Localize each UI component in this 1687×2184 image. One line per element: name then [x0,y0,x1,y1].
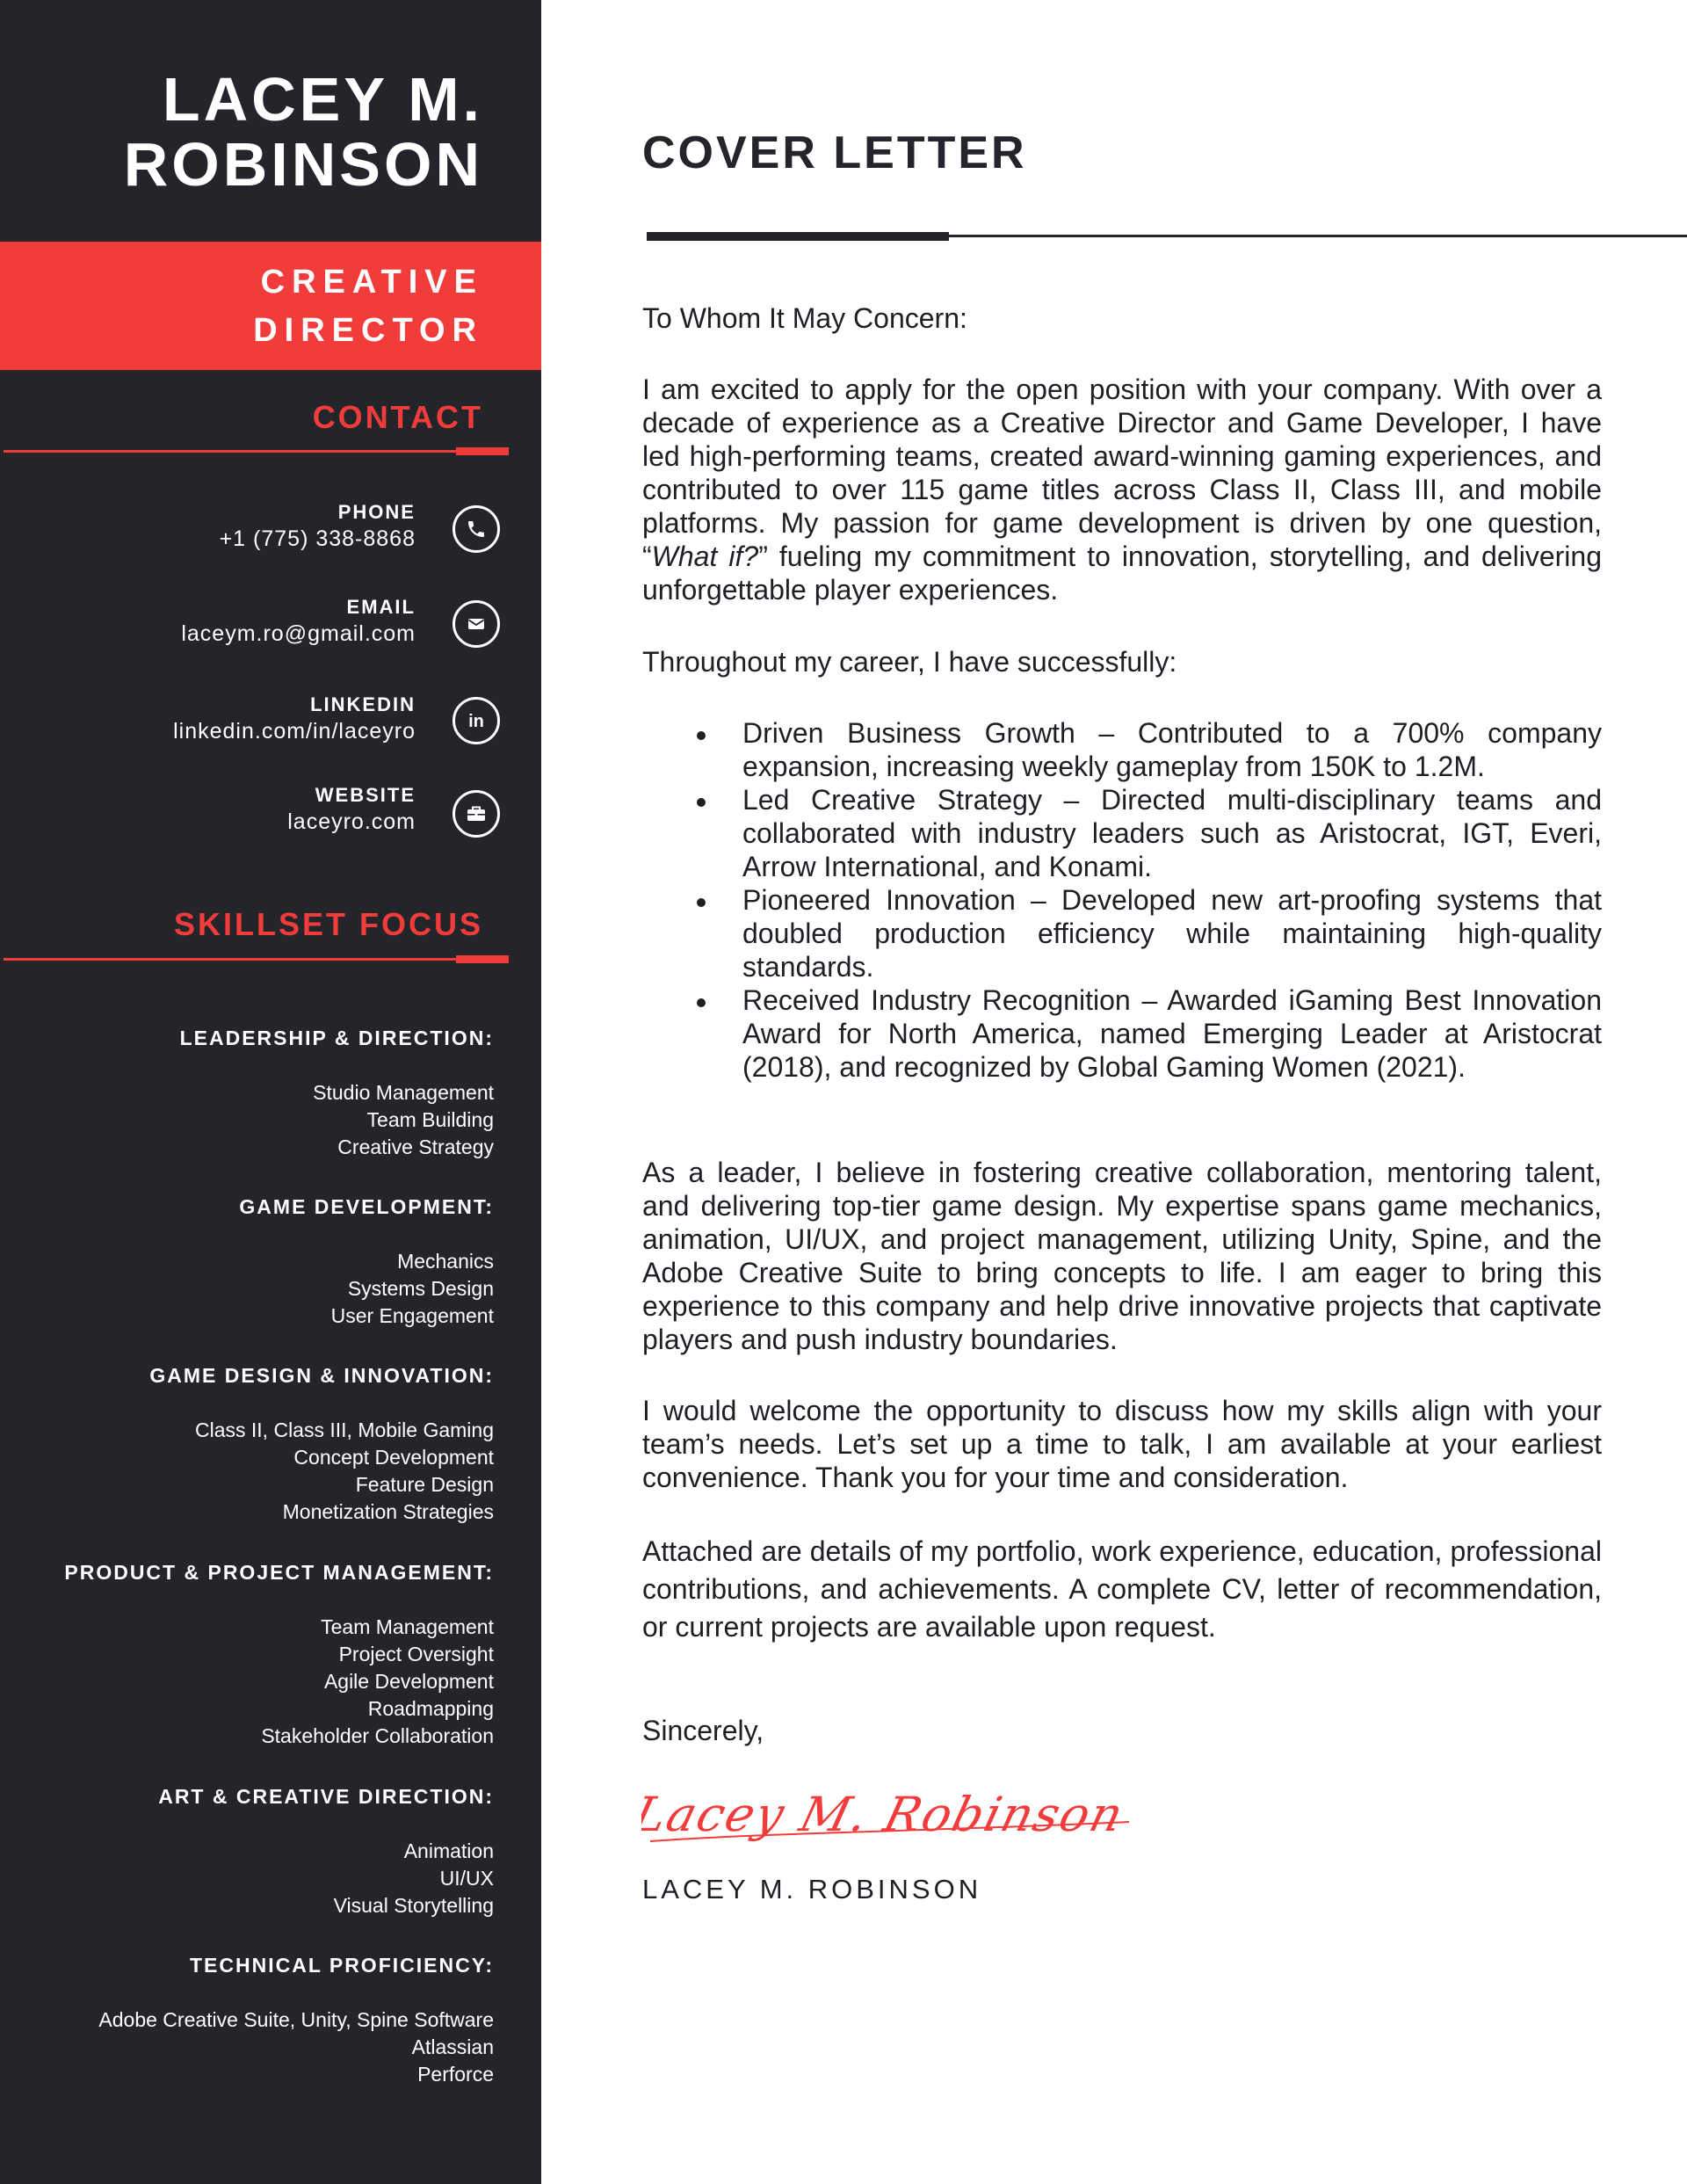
skill-item: Monetization Strategies [282,1500,494,1523]
skills-divider-tab [456,955,509,963]
email-icon [453,600,500,648]
list-item [642,983,1602,1084]
skill-item: Mechanics [397,1250,494,1273]
name-line-1: LACEY M. [162,65,483,134]
skill-item: Feature Design [355,1473,494,1496]
list-item-text: Pioneered Innovation – Developed new art-proofing systems that doubled production efficiency while maintaining high-quality standards. [742,884,1602,983]
skill-item: Team Management [321,1615,494,1638]
intro-italic-phrase: What if? [651,541,759,572]
job-title-line-2: DIRECTOR [253,312,483,349]
bullet-dot-icon [697,798,706,807]
skill-group-list [98,2006,494,2088]
skill-group-list [195,1417,494,1526]
contact-email [181,595,416,648]
skill-item: Roadmapping [367,1697,494,1720]
skill-item: UI/UX [439,1867,494,1890]
bullet-dot-icon [697,731,706,740]
phone-value[interactable]: +1 (775) 338-8868 [219,526,416,551]
skill-group-heading: ART & CREATIVE DIRECTION: [158,1785,494,1808]
signature [641,1780,1142,1854]
candidate-name [124,67,483,197]
skills-heading: SKILLSET FOCUS [173,906,483,942]
sidebar [0,0,541,2184]
title-divider [948,235,1687,237]
website-label: WEBSITE [315,784,416,806]
title-divider-accent [647,232,949,241]
skill-item: Perforce [417,2063,494,2086]
closing-salutation: Sincerely, [642,1715,764,1746]
intro-text-end: ” fueling my commitment to innovation, storytelling, and delivering unforgettable player experiences. [642,541,1603,606]
contact-phone [220,500,416,553]
list-item [642,883,1602,983]
email-value[interactable]: laceym.ro@gmail.com [181,621,416,646]
intro-text-start: I am excited to apply for the open position with your company. With over a decade of experience as a Creative Director and Game Developer, I have led high-performing teams, created award-winning gaming experiences, and contributed to over 115 game titles across Class II, Class III, and mobile platforms. My passion for game development is driven by one question, “ [642,374,1602,572]
contact-heading: CONTACT [312,399,483,435]
contact-divider [4,450,509,453]
job-title-line-1: CREATIVE [260,264,483,301]
skill-group-list [334,1838,494,1919]
skill-group-heading: LEADERSHIP & DIRECTION: [179,1027,494,1049]
skill-item: Systems Design [347,1277,494,1300]
website-value[interactable]: laceyro.com [287,809,416,834]
achievements-list [642,716,1602,1084]
paragraph-closing: I would welcome the opportunity to discuss how my skills align with your team’s needs. Let’s set up a time to talk, I am available at your earliest convenience. Thank you for your time and consideration. [642,1395,1602,1493]
list-item-text: Received Industry Recognition – Awarded iGaming Best Innovation Award for North America, named Emerging Leader at Aristocrat (2018), and recognized by Global Gaming Women (2021). [742,984,1602,1083]
paragraph-leadership: As a leader, I believe in fostering creative collaboration, mentoring talent, and delivering top-tier game design. My expertise spans game mechanics, animation, UI/UX, and project management, utilizing Unity, Spine, and the Adobe Creative Suite to bring concepts to life. I am eager to bring this experience to this company and help drive innovative projects that captivate players and push industry boundaries. [642,1157,1602,1355]
phone-icon [453,505,500,553]
skill-group-heading: PRODUCT & PROJECT MANAGEMENT: [64,1561,494,1584]
skill-group-list [261,1614,494,1750]
contact-linkedin [173,693,416,745]
skill-group-list [331,1248,494,1330]
paragraph-attachments: Attached are details of my portfolio, work experience, education, professional contributions, and achievements. A complete CV, letter of recommendation, or current projects are available upon request. [642,1535,1602,1643]
contact-divider-tab [456,447,509,455]
skill-item: Agile Development [323,1670,494,1693]
skill-item: Project Oversight [338,1643,494,1665]
skill-item: Concept Development [293,1446,494,1469]
list-item [642,716,1602,783]
skill-item: Team Building [366,1108,494,1131]
page-title: COVER LETTER [642,127,1027,178]
briefcase-icon [453,790,500,838]
list-intro: Throughout my career, I have successfully: [642,646,1177,678]
linkedin-label: LINKEDIN [310,693,416,715]
skill-group-heading: GAME DEVELOPMENT: [239,1195,494,1218]
skill-item: Adobe Creative Suite, Unity, Spine Software [98,2008,494,2031]
printed-name: LACEY M. ROBINSON [642,1874,982,1905]
svg-text:in: in [468,712,484,731]
bullet-dot-icon [697,898,706,907]
skill-item: Stakeholder Collaboration [261,1724,494,1747]
skill-item: Creative Strategy [337,1136,494,1158]
email-label: EMAIL [346,596,416,618]
skill-item: Visual Storytelling [333,1894,494,1917]
skill-group-list [313,1079,494,1161]
salutation: To Whom It May Concern: [642,302,967,334]
name-line-2: ROBINSON [123,130,483,199]
paragraph-intro [642,373,1602,606]
skill-group-heading: TECHNICAL PROFICIENCY: [190,1954,494,1977]
skill-group-heading: GAME DESIGN & INNOVATION: [149,1364,494,1387]
list-item [642,783,1602,883]
bullet-dot-icon [697,998,706,1007]
skill-item: Atlassian [411,2035,494,2058]
signature-image [641,1780,1142,1850]
list-item-text: Led Creative Strategy – Directed multi-disciplinary teams and collaborated with industry leaders such as Aristocrat, IGT, Everi, Arrow International, and Konami. [742,784,1602,882]
skill-item: User Engagement [330,1304,494,1327]
skill-item: Studio Management [313,1081,494,1104]
linkedin-icon [453,697,500,744]
job-title-band [0,242,541,370]
skills-divider [4,958,509,961]
linkedin-value[interactable]: linkedin.com/in/laceyro [173,719,416,744]
skill-item: Animation [403,1839,494,1862]
phone-label: PHONE [337,501,416,523]
contact-website [287,783,416,836]
skill-item: Class II, Class III, Mobile Gaming [195,1419,494,1441]
list-item-text: Driven Business Growth – Contributed to a 700% company expansion, increasing weekly gameplay from 150K to 1.2M. [742,717,1602,782]
signature-text: Lacey M. Robinson [641,1786,1131,1842]
